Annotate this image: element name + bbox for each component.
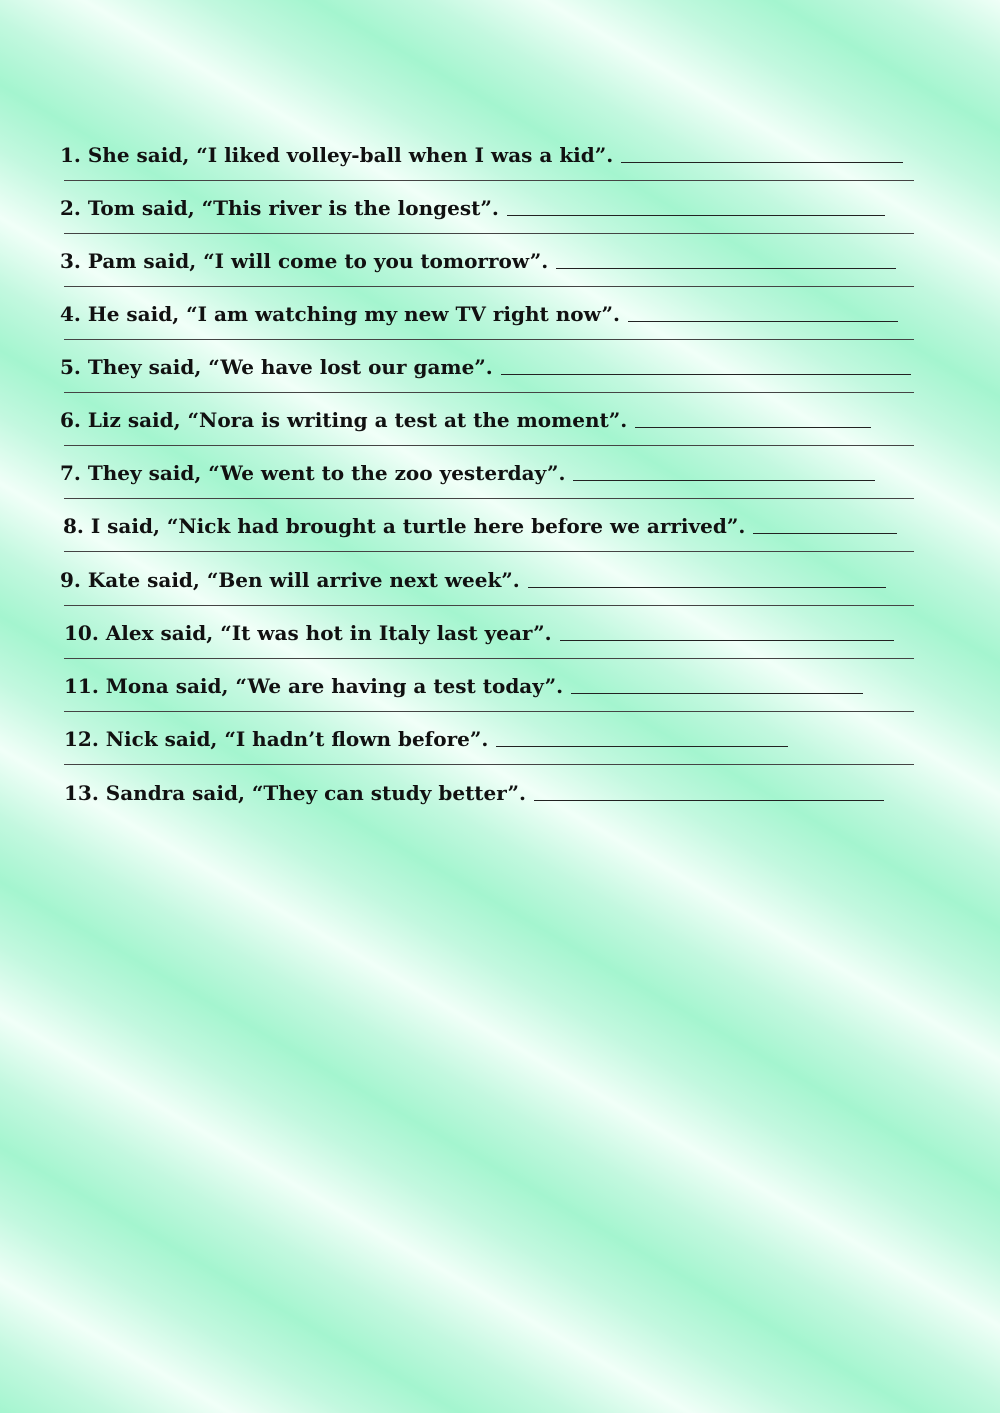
exercise-item-10 <box>0 618 1000 671</box>
answer-line[interactable] <box>64 605 914 606</box>
exercise-item-3 <box>0 246 1000 299</box>
answer-line[interactable] <box>64 551 914 552</box>
answer-blank[interactable] <box>501 374 911 375</box>
exercise-item-12 <box>0 724 1000 777</box>
item-prompt: 2. Tom said, “This river is the longest”. <box>60 196 499 220</box>
exercise-item-13 <box>0 778 1000 831</box>
answer-line[interactable] <box>64 658 914 659</box>
item-prompt: 7. They said, “We went to the zoo yesterday”. <box>60 461 566 485</box>
exercise-item-5 <box>0 352 1000 405</box>
exercise-item-1 <box>0 140 1000 193</box>
answer-line[interactable] <box>64 180 914 181</box>
answer-line[interactable] <box>64 711 914 712</box>
item-prompt: 1. She said, “I liked volley-ball when I was a kid”. <box>60 143 614 167</box>
answer-blank[interactable] <box>571 693 863 694</box>
item-prompt: 13. Sandra said, “They can study better”. <box>64 781 527 805</box>
exercise-item-4 <box>0 299 1000 352</box>
answer-line[interactable] <box>64 286 914 287</box>
item-prompt: 4. He said, “I am watching my new TV right now”. <box>60 302 620 326</box>
answer-blank[interactable] <box>635 427 871 428</box>
item-prompt: 6. Liz said, “Nora is writing a test at the moment”. <box>60 408 628 432</box>
answer-line[interactable] <box>64 339 914 340</box>
exercise-item-9 <box>0 565 1000 618</box>
item-prompt: 5. They said, “We have lost our game”. <box>60 355 493 379</box>
exercise-item-11 <box>0 671 1000 724</box>
answer-blank[interactable] <box>560 640 894 641</box>
answer-line[interactable] <box>64 233 914 234</box>
exercise-item-8 <box>0 511 1000 564</box>
answer-blank[interactable] <box>496 746 788 747</box>
exercise-item-6 <box>0 405 1000 458</box>
answer-blank[interactable] <box>573 480 875 481</box>
answer-blank[interactable] <box>507 215 885 216</box>
answer-blank[interactable] <box>534 800 884 801</box>
item-prompt: 9. Kate said, “Ben will arrive next week”. <box>60 568 520 592</box>
item-prompt: 12. Nick said, “I hadn’t flown before”. <box>64 727 489 751</box>
answer-blank[interactable] <box>753 533 897 534</box>
item-prompt: 11. Mona said, “We are having a test today”. <box>64 674 564 698</box>
answer-blank[interactable] <box>528 587 886 588</box>
exercise-item-7 <box>0 458 1000 511</box>
answer-blank[interactable] <box>628 321 898 322</box>
answer-blank[interactable] <box>621 162 903 163</box>
item-prompt: 3. Pam said, “I will come to you tomorrow”. <box>60 249 549 273</box>
answer-line[interactable] <box>64 764 914 765</box>
item-prompt: 8. I said, “Nick had brought a turtle here before we arrived”. <box>63 514 746 538</box>
answer-blank[interactable] <box>556 268 896 269</box>
answer-line[interactable] <box>64 392 914 393</box>
item-prompt: 10. Alex said, “It was hot in Italy last year”. <box>64 621 552 645</box>
exercise-item-2 <box>0 193 1000 246</box>
answer-line[interactable] <box>64 498 914 499</box>
answer-line[interactable] <box>64 445 914 446</box>
